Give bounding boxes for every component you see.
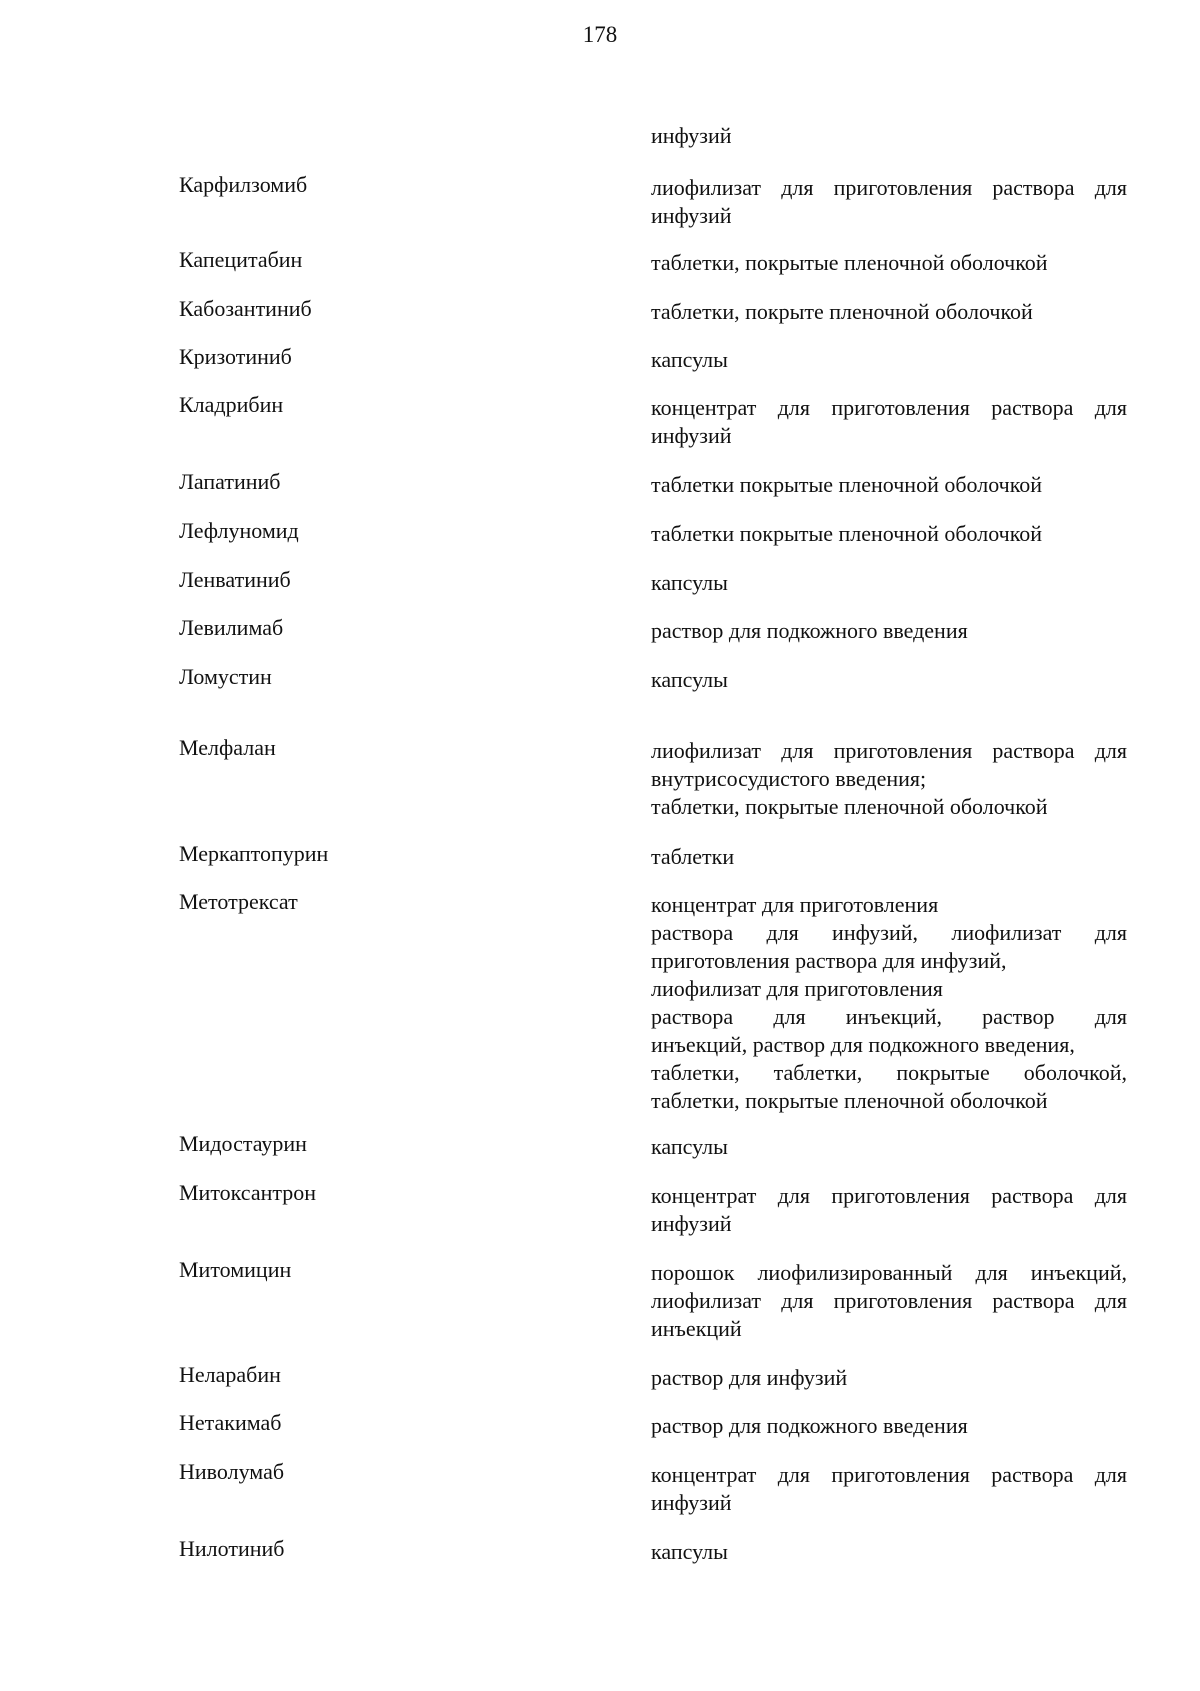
drug-form [651,346,1127,374]
drug-form-line: инъекций, раствор для подкожного введения, [651,1032,1075,1057]
drug-form-line: инфузий [651,1490,732,1515]
drug-form [651,298,1127,326]
drug-name: Мидостаурин [179,1131,307,1156]
drug-form-line: раствор для подкожного введения [651,618,968,643]
drug-name: Нетакимаб [179,1410,282,1435]
drug-form-line: инфузий [651,1211,732,1236]
drug-form-line: лиофилизат для приготовления [651,976,943,1001]
drug-name: Капецитабин [179,247,303,272]
drug-form [651,891,1127,1115]
drug-form-line: порошок лиофилизированный для инъекций, [651,1260,1127,1285]
drug-form [651,1182,1127,1238]
drug-form-line: лиофилизат для приготовления раствора для [651,1288,1127,1313]
drug-form-line: приготовления раствора для инфузий, [651,948,1007,973]
drug-form [651,666,1127,694]
drug-name: Метотрексат [179,889,298,914]
drug-form-line: таблетки, таблетки, покрытые оболочкой, [651,1060,1127,1085]
drug-form [651,471,1127,499]
drug-name: Лапатиниб [179,469,281,494]
drug-form-line: инъекций [651,1316,742,1341]
drug-form-line: раствора для инфузий, лиофилизат для [651,920,1127,945]
drug-form [651,843,1127,871]
drug-form-line: инфузий [651,203,732,228]
drug-form-line: капсулы [651,1134,728,1159]
drug-form-line: капсулы [651,1539,728,1564]
drug-name: Неларабин [179,1362,281,1387]
drug-form-line: инфузий [651,423,732,448]
drug-form [651,617,1127,645]
drug-name: Меркаптопурин [179,841,329,866]
drug-name: Ниволумаб [179,1459,285,1484]
drug-form-line: концентрат для приготовления раствора для [651,395,1127,420]
drug-name: Нилотиниб [179,1536,285,1561]
drug-form-line: таблетки, покрытые пленочной оболочкой [651,1088,1048,1113]
drug-form [651,569,1127,597]
continuation-text: инфузий [651,123,732,148]
drug-form-line: капсулы [651,347,728,372]
drug-form-line: капсулы [651,570,728,595]
drug-name: Левилимаб [179,615,284,640]
drug-name: Митоксантрон [179,1180,317,1205]
drug-form [651,249,1127,277]
drug-form [651,1412,1127,1440]
drug-name: Ленватиниб [179,567,291,592]
drug-form-line: концентрат для приготовления раствора для [651,1462,1127,1487]
drug-form [651,1364,1127,1392]
drug-name: Мелфалан [179,735,276,760]
drug-form [651,1461,1127,1517]
drug-form [651,737,1127,821]
drug-form-line: раствор для инфузий [651,1365,848,1390]
drug-name: Митомицин [179,1257,292,1282]
drug-form-line: лиофилизат для приготовления раствора для [651,175,1127,200]
drug-form [651,174,1127,230]
drug-form-line: таблетки, покрытые пленочной оболочкой [651,250,1048,275]
drug-form-line: концентрат для приготовления раствора для [651,1183,1127,1208]
drug-form-line: лиофилизат для приготовления раствора для [651,738,1127,763]
drug-form-line: таблетки покрытые пленочной оболочкой [651,472,1043,497]
drug-form-line: капсулы [651,667,728,692]
page-number: 178 [582,22,618,47]
drug-form-line: внутрисосудистого введения; [651,766,927,791]
drug-name: Кабозантиниб [179,296,312,321]
drug-name: Кладрибин [179,392,284,417]
drug-name: Ломустин [179,664,272,689]
drug-form [651,1133,1127,1161]
drug-form-line: таблетки [651,844,735,869]
drug-name: Кризотиниб [179,344,292,369]
drug-form [651,520,1127,548]
drug-form [651,1259,1127,1343]
drug-form-line: таблетки, покрыте пленочной оболочкой [651,299,1033,324]
drug-form [651,394,1127,450]
drug-form-line: таблетки покрытые пленочной оболочкой [651,521,1043,546]
drug-form [651,1538,1127,1566]
drug-form-line: раствор для подкожного введения [651,1413,968,1438]
drug-form-line: таблетки, покрытые пленочной оболочкой [651,794,1048,819]
drug-form-line: раствора для инъекций, раствор для [651,1004,1127,1029]
drug-name: Лефлуномид [179,518,299,543]
drug-form-line: концентрат для приготовления [651,892,939,917]
drug-name: Карфилзомиб [179,172,308,197]
